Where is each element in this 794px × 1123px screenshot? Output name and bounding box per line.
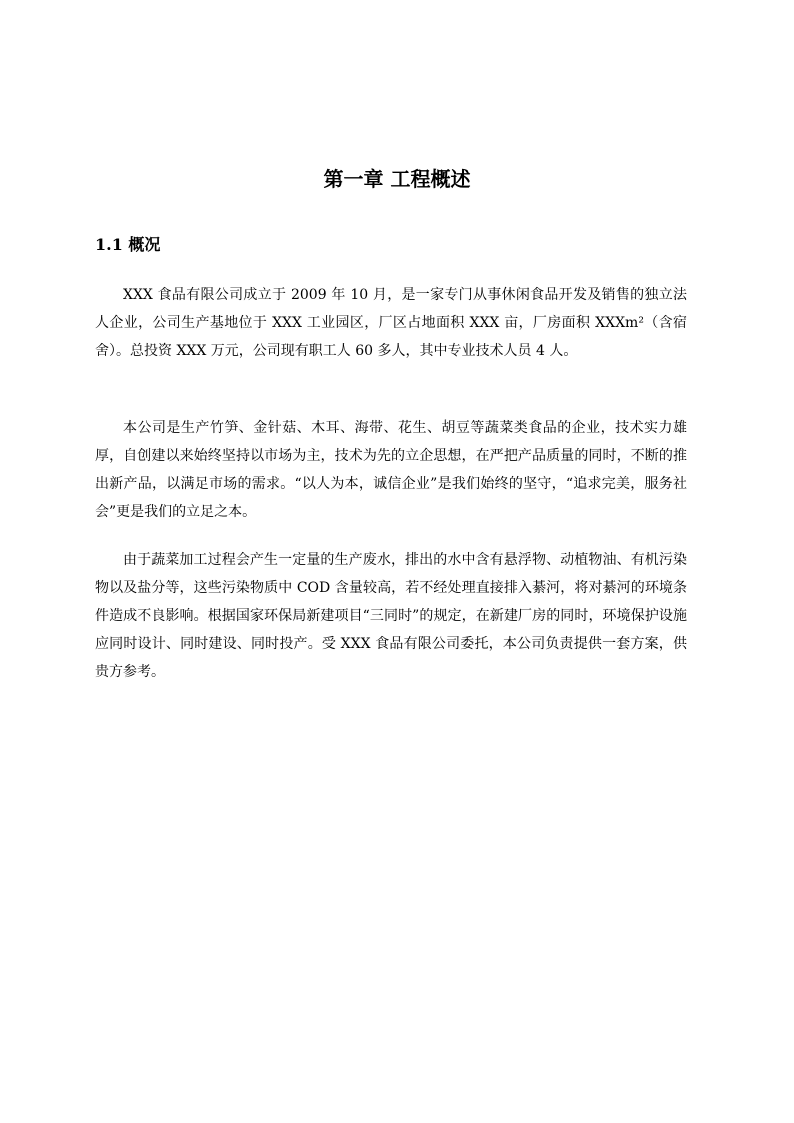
- body-paragraph: 本公司是生产竹笋、金针菇、木耳、海带、花生、胡豆等蔬菜类食品的企业，技术实力雄厚，自创建以来始终坚持以市场为主，技术为先的立企思想，在严把产品质量的同时，不断的推出新产品，以满足市场的需求。“以人为本，诚信企业”是我们始终的坚守，“追求完美，服务社会”更是我们的立足之本。: [95, 420, 687, 520]
- body-paragraph: XXX 食品有限公司成立于 2009 年 10 月，是一家专门从事休闲食品开发及销售的独立法人企业，公司生产基地位于 XXX 工业园区，厂区占地面积 XXX 亩，厂房面积 XXXm²（含宿舍）。总投资 XXX 万元，公司现有职工人 60 多人，其中专业技术人员 4 人。: [95, 287, 687, 359]
- body-paragraph: 由于蔬菜加工过程会产生一定量的生产废水，排出的水中含有悬浮物、动植物油、有机污染物以及盐分等，这些污染物质中 COD 含量较高，若不经处理直接排入綦河，将对綦河的环境条件造成不良影响。根据国家环保局新建项目“三同时”的规定，在新建厂房的同时，环境保护设施应同时设计、同时建设、同时投产。受 XXX 食品有限公司委托，本公司负责提供一套方案，供贵方参考。: [95, 552, 687, 680]
- chapter-title: 第一章 工程概述: [323, 167, 471, 191]
- section-heading: 1.1 概况: [95, 235, 161, 254]
